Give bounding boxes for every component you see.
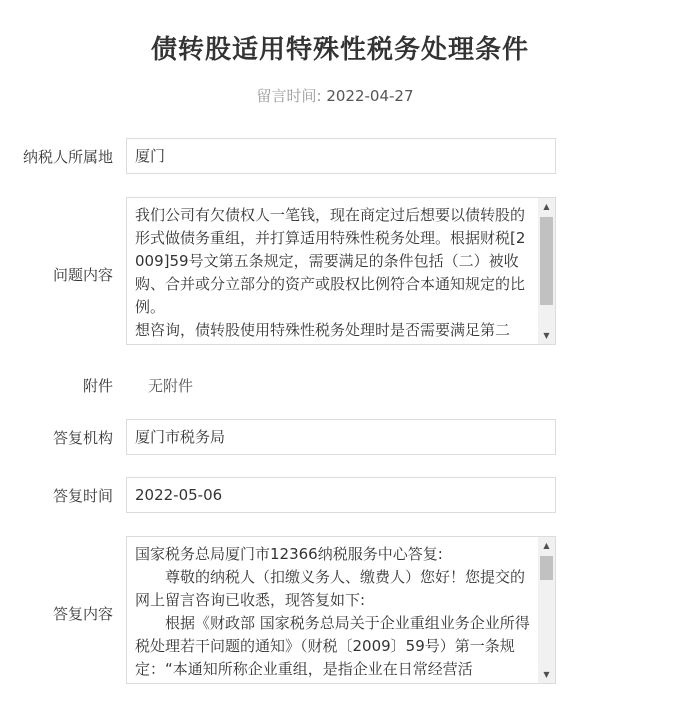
reply-content-text <box>127 537 538 683</box>
reply-paragraph: 根据《财政部 国家税务总局关于企业重组业务企业所得税处理若干问题的通知》（财税〔2009〕59号）第一条规定：“本通知所称企业重组，是指企业在日常经营活 <box>135 614 530 678</box>
scroll-down-icon[interactable]: ▼ <box>543 670 550 679</box>
reply-time-label: 答复时间 <box>52 487 113 505</box>
reply-org-label: 答复机构 <box>52 429 113 447</box>
page-title: 债转股适用特殊性税务处理条件 <box>150 35 529 65</box>
reply-time-field[interactable]: 2022-05-06 <box>126 477 556 513</box>
reply-paragraph: 尊敬的纳税人（扣缴义务人、缴费人）您好！您提交的网上留言咨询已收悉，现答复如下: <box>135 568 526 609</box>
reply-content-label: 答复内容 <box>52 605 113 623</box>
question-text <box>127 198 538 344</box>
reply-paragraph: 国家税务总局厦门市12366纳税服务中心答复: <box>135 545 443 563</box>
post-time <box>0 86 670 106</box>
scroll-up-icon[interactable]: ▲ <box>543 541 550 550</box>
scroll-thumb[interactable] <box>540 217 553 305</box>
scroll-down-icon[interactable]: ▼ <box>543 331 550 340</box>
post-time-value: 2022-04-27 <box>326 87 414 105</box>
scroll-up-icon[interactable]: ▲ <box>543 202 550 211</box>
region-label: 纳税人所属地 <box>22 148 113 166</box>
reply-content-textarea[interactable] <box>126 536 556 684</box>
scroll-thumb[interactable] <box>540 556 553 580</box>
question-paragraph: 我们公司有欠债权人一笔钱，现在商定过后想要以债转股的形式做债务重组，并打算适用特殊性税务处理。根据财税[2009]59号文第五条规定，需要满足的条件包括（二）被收购、合并或分立部分的资产或股权比例符合本通知规定的比例。 <box>135 206 526 316</box>
question-textarea[interactable] <box>126 197 556 345</box>
reply-org-field[interactable]: 厦门市税务局 <box>126 419 556 455</box>
question-label: 问题内容 <box>52 266 113 284</box>
reply-scrollbar[interactable] <box>538 537 555 683</box>
attachment-value: 无附件 <box>148 377 194 395</box>
attachment-label: 附件 <box>82 377 113 395</box>
question-scrollbar[interactable] <box>538 198 555 344</box>
region-field[interactable]: 厦门 <box>126 138 556 174</box>
post-time-label: 留言时间: <box>256 87 322 105</box>
question-paragraph: 想咨询，债转股使用特殊性税务处理时是否需要满足第二 <box>135 321 511 339</box>
